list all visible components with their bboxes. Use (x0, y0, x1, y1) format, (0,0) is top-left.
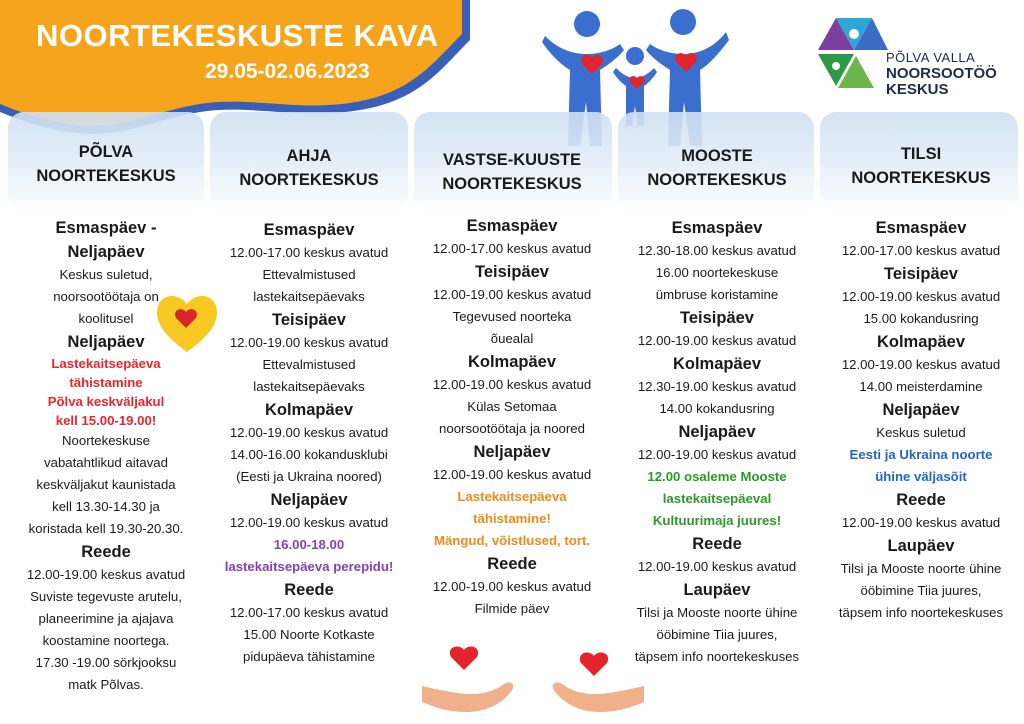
schedule-line: 12.30-18.00 keskus avatud (637, 243, 797, 258)
column-title-line: AHJA (286, 147, 332, 165)
schedule-line: 12.00-19.00 keskus avatud (637, 447, 797, 462)
logo-line-1: PÕLVA VALLA (886, 50, 976, 65)
schedule-line: keskväljakut kaunistada (36, 477, 176, 492)
schedule-line: Noortekeskuse (62, 433, 150, 448)
schedule-line: 12.00-19.00 keskus avatud (432, 287, 592, 302)
schedule-line: Keskus suletud (876, 425, 966, 440)
schedule-line: 15.00 kokandusring (863, 311, 979, 326)
day-heading: Teisipäev (475, 263, 549, 281)
day-heading: Reede (284, 581, 334, 599)
column-title-line: NOORTEKESKUS (851, 169, 991, 187)
day-heading: Teisipäev (884, 265, 958, 283)
column-title (6, 140, 206, 212)
logo-line-3: KESKUS (886, 81, 949, 98)
schedule-line: 12.00-19.00 keskus avatud (841, 357, 1001, 372)
schedule-line: Suviste tegevuste arutelu, (30, 589, 182, 604)
schedule-line: 12.00-19.00 keskus avatud (229, 515, 389, 530)
day-heading: Esmaspäev - (55, 219, 157, 237)
organization-logo (808, 14, 1018, 106)
schedule-line: ümbruse koristamine (655, 287, 779, 302)
column-ahja (210, 144, 408, 664)
column-title-line: TILSI (900, 145, 942, 163)
column-body (618, 216, 816, 668)
column-title (412, 148, 612, 220)
hands-heart-icon (420, 646, 520, 716)
schedule-line: Lastekaitsepäeva (51, 356, 161, 371)
column-tilsi (822, 142, 1020, 620)
column-title-line: PÕLVA (78, 143, 134, 161)
schedule-line: 17.30 -19.00 sörkjooksu (35, 655, 177, 670)
schedule-line: 14.00 kokandusring (659, 401, 775, 416)
day-heading: Reede (487, 555, 537, 573)
schedule-line: Ettevalmistused (262, 267, 356, 282)
column-title-line: NOORTEKESKUS (239, 171, 379, 189)
page-dates: 29.05-02.06.2023 (205, 60, 370, 83)
schedule-line: noorsootöötaja on (53, 289, 159, 304)
schedule-line: Ettevalmistused (262, 357, 356, 372)
day-heading: Kolmapäev (876, 333, 966, 351)
schedule-line: Lastekaitsepäeva (457, 489, 567, 504)
day-heading: Reede (81, 543, 131, 561)
schedule-line: õuealal (490, 331, 534, 346)
column-title-line: NOORTEKESKUS (36, 167, 176, 185)
schedule-line: täpsem info noortekeskuses (838, 605, 1004, 620)
column-title-line: NOORTEKESKUS (647, 171, 787, 189)
schedule-line: Filmide päev (474, 601, 550, 616)
day-heading: Reede (896, 491, 946, 509)
schedule-line: 12.00-17.00 keskus avatud (229, 245, 389, 260)
schedule-line: Mängud, võistlused, tort. (433, 533, 591, 548)
schedule-line: lastekaitsepäeva perepidu! (224, 559, 394, 574)
schedule-line: noorsootöötaja ja noored (439, 421, 585, 436)
logo-line-2: NOORSOOTÖÖ (886, 65, 997, 82)
column-body (412, 214, 612, 620)
day-heading: Kolmapäev (467, 353, 557, 371)
column-polva (6, 140, 206, 692)
schedule-line: ööbimine Tiia juures, (656, 627, 778, 642)
schedule-line: kell 15.00-19.00! (55, 413, 157, 428)
schedule-line: Põlva keskväljakul (47, 394, 165, 409)
schedule-line: lastekaitsepäevaks (253, 379, 365, 394)
schedule-line: 12.00-17.00 keskus avatud (229, 605, 389, 620)
schedule-line: 12.00-19.00 keskus avatud (229, 425, 389, 440)
schedule-line: 14.00-16.00 kokandusklubi (230, 447, 388, 462)
schedule-line: 12.00-19.00 keskus avatud (637, 333, 797, 348)
day-heading: Neljapäev (270, 491, 348, 509)
schedule-line: matk Põlvas. (68, 677, 144, 692)
column-title-line: MOOSTE (681, 147, 753, 165)
schedule-line: 12.00 osaleme Mooste (647, 469, 787, 484)
schedule-line: Eesti ja Ukraina noorte (849, 447, 993, 462)
column-body (210, 218, 408, 668)
column-title (210, 144, 408, 216)
schedule-line: 15.00 Noorte Kotkaste (243, 627, 375, 642)
schedule-line: 12.00-19.00 keskus avatud (432, 579, 592, 594)
day-heading: Esmaspäev (671, 219, 763, 237)
schedule-line: 12.00-19.00 keskus avatud (841, 515, 1001, 530)
day-heading: Kolmapäev (264, 401, 354, 419)
day-heading: Reede (692, 535, 742, 553)
schedule-line: 12.00-17.00 keskus avatud (841, 243, 1001, 258)
schedule-line: lastekaitsepäeval (662, 491, 772, 506)
schedule-line: 12.00-17.00 keskus avatud (432, 241, 592, 256)
day-heading: Teisipäev (272, 311, 346, 329)
column-vastse-kuuste (412, 148, 612, 616)
yellow-heart-icon (152, 288, 222, 358)
day-heading: Neljapäev (67, 243, 145, 261)
schedule-line: 12.00-19.00 keskus avatud (432, 377, 592, 392)
column-title (618, 144, 816, 216)
schedule-line: (Eesti ja Ukraina noored) (236, 469, 382, 484)
schedule-line: tähistamine (69, 375, 143, 390)
schedule-line: Tilsi ja Mooste noorte ühine (636, 605, 798, 620)
day-heading: Neljapäev (473, 443, 551, 461)
column-title-line: VASTSE-KUUSTE (442, 151, 582, 169)
schedule-line: Kultuurimaja juures! (652, 513, 782, 528)
column-title-line: NOORTEKESKUS (442, 175, 582, 193)
column-title (822, 142, 1020, 214)
day-heading: Neljapäev (67, 333, 145, 351)
schedule-line: 12.00-19.00 keskus avatud (432, 467, 592, 482)
schedule-line: koostamine noortega. (42, 633, 170, 648)
schedule-line: 12.00-19.00 keskus avatud (841, 289, 1001, 304)
day-heading: Neljapäev (678, 423, 756, 441)
day-heading: Kolmapäev (672, 355, 762, 373)
column-body (822, 216, 1020, 624)
day-heading: Esmaspäev (263, 221, 355, 239)
schedule-line: Tegevused noorteka (452, 309, 572, 324)
schedule-line: lastekaitsepäevaks (253, 289, 365, 304)
schedule-line: 12.00-19.00 keskus avatud (637, 559, 797, 574)
schedule-line: tähistamine! (473, 511, 551, 526)
schedule-line: koristada kell 19.30-20.30. (28, 521, 184, 536)
day-heading: Laupäev (887, 537, 955, 555)
schedule-line: täpsem info noortekeskuses (634, 649, 800, 664)
schedule-line: 14.00 meisterdamine (859, 379, 983, 394)
schedule-line: ööbimine Tiia juures, (860, 583, 982, 598)
schedule-line: planeerimine ja ajajava (38, 611, 174, 626)
schedule-line: 12.00-19.00 keskus avatud (229, 335, 389, 350)
schedule-line: 12.00-19.00 keskus avatud (26, 567, 186, 582)
schedule-line: Külas Setomaa (467, 399, 557, 414)
day-heading: Neljapäev (882, 401, 960, 419)
schedule-line: kell 13.30-14.30 ja (52, 499, 160, 514)
page-title: NOORTEKESKUSTE KAVA (36, 18, 439, 53)
schedule-line: 16.00 noortekeskuse (655, 265, 779, 280)
schedule-line: vabatahtlikud aitavad (44, 455, 168, 470)
hands-heart-icon (546, 646, 646, 716)
schedule-line: ühine väljasõit (875, 469, 967, 484)
schedule-line: 16.00-18.00 (273, 537, 345, 552)
day-heading: Esmaspäev (875, 219, 967, 237)
schedule-line: 12.30-19.00 keskus avatud (637, 379, 797, 394)
day-heading: Laupäev (683, 581, 751, 599)
logo-text (886, 50, 997, 98)
column-mooste (618, 144, 816, 664)
logo-triangles-icon (808, 14, 888, 94)
day-heading: Esmaspäev (466, 217, 558, 235)
schedule-line: Tilsi ja Mooste noorte ühine (840, 561, 1002, 576)
schedule-line: pidupäeva tähistamine (243, 649, 375, 664)
schedule-line: Keskus suletud, (59, 267, 153, 282)
day-heading: Teisipäev (680, 309, 754, 327)
schedule-line: koolitusel (78, 311, 134, 326)
